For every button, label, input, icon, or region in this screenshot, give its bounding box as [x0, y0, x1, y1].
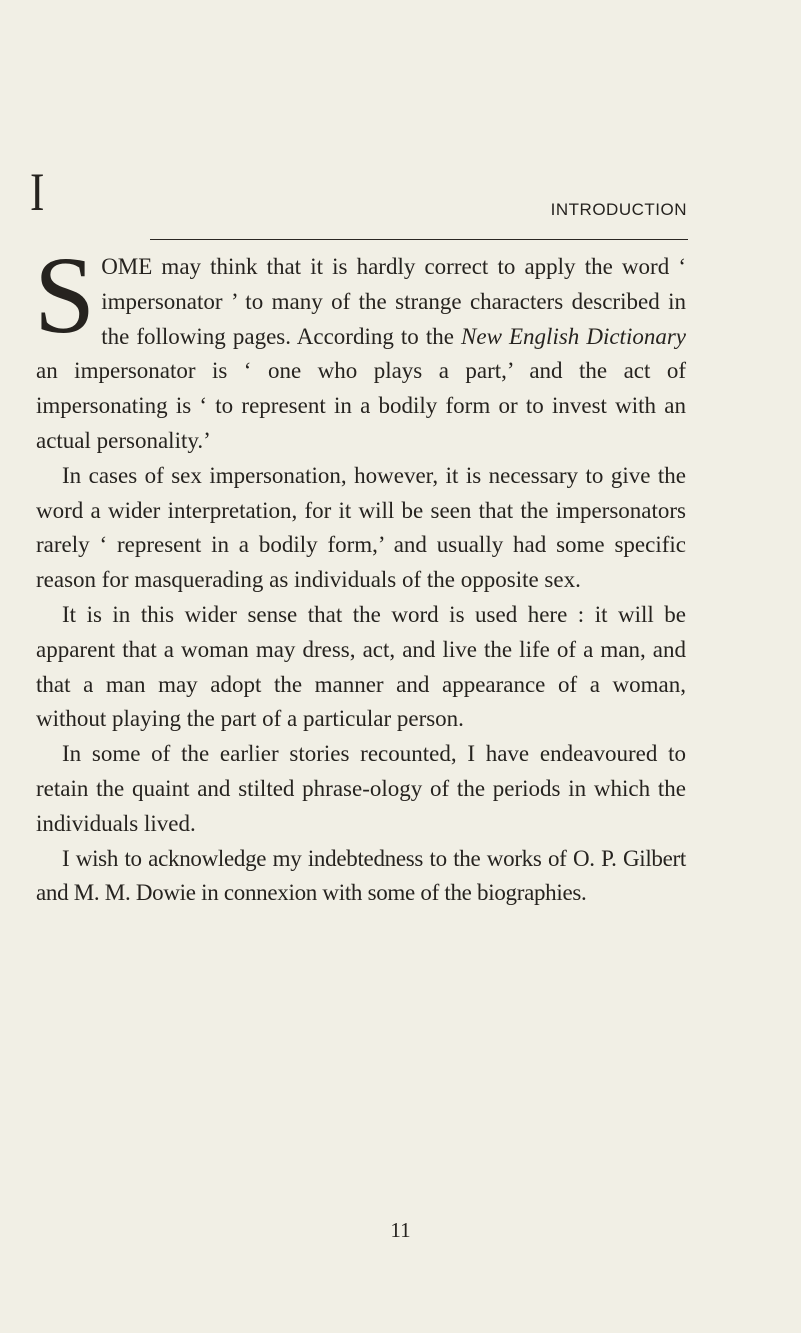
- drop-cap: S: [34, 234, 96, 356]
- body-text: [34, 234, 686, 911]
- paragraph-text: OME may think that it is hardly correct to apply the word ‘ impersonator ’ to many of the strange characters described in the following pages. According to the: [101, 254, 686, 349]
- chapter-title: INTRODUCTION: [550, 200, 687, 219]
- paragraph: It is in this wider sense that the word is used here : it will be apparent that a woman may dress, act, and live the life of a man, and that a man may adopt the manner and appearance of a woman, without playing the part of a particular person.: [36, 601, 686, 732]
- dictionary-title: New English Dictionary: [461, 323, 686, 349]
- paragraph: I wish to acknowledge my indebtedness to the works of O. P. Gilbert and M. M. Dowie in connexion with some of the biographies.: [36, 845, 686, 906]
- header-rule: [150, 239, 688, 240]
- paragraph-opening: [34, 234, 686, 459]
- paragraph-text: an impersonator is ‘ one who plays a part,’ and the act of impersonating is ‘ to represent in a bodily form or to invest with an actual personality.’: [36, 358, 686, 453]
- paragraph: In cases of sex impersonation, however, it is necessary to give the word a wider interpretation, for it will be seen that the impersonators rarely ‘ represent in a bodily form,’ and usually had some specific reason for masquerading as individuals of the opposite sex.: [36, 462, 686, 593]
- page-number: 11: [390, 1218, 411, 1242]
- chapter-number: I: [30, 162, 45, 222]
- paragraph: In some of the earlier stories recounted, I have endeavoured to retain the quaint and stilted phrase-ology of the periods in which the individuals lived.: [36, 741, 686, 836]
